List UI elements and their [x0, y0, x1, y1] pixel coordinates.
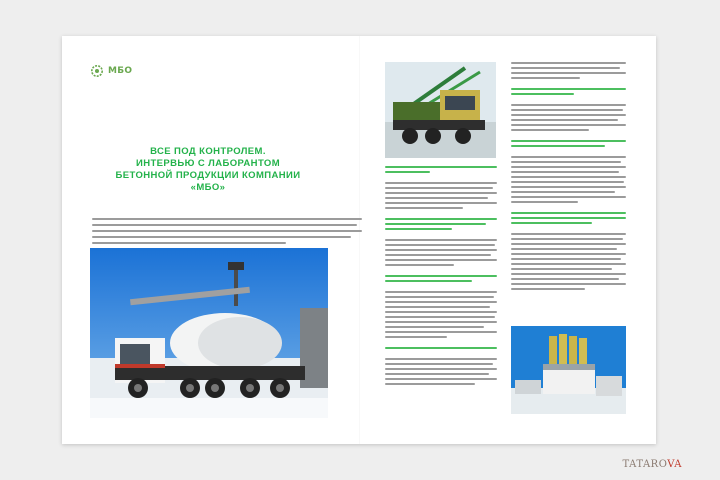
mixer-truck-photo: [90, 248, 328, 418]
watermark: [623, 459, 682, 470]
intro-paragraph: [92, 218, 362, 248]
title-line: «МБО»: [190, 182, 226, 193]
title-line: БЕТОННОЙ ПРОДУКЦИИ КОМПАНИИ: [115, 170, 301, 181]
text-column-2: [511, 62, 626, 293]
company-logo: [90, 64, 132, 78]
text-column-1: [385, 166, 497, 388]
pump-truck-photo: [385, 62, 496, 158]
title-line: ВСЕ ПОД КОНТРОЛЕМ.: [150, 146, 266, 157]
title-line: ИНТЕРВЬЮ С ЛАБОРАНТОМ: [135, 158, 281, 169]
magazine-spread: [62, 36, 656, 444]
logo-ring-icon: [90, 64, 104, 78]
watermark-accent: VA: [667, 459, 682, 470]
watermark-text: TATARO: [622, 459, 668, 470]
batching-plant-photo: [511, 326, 626, 414]
logo-text: МБО: [108, 66, 133, 76]
article-title: [92, 146, 324, 194]
